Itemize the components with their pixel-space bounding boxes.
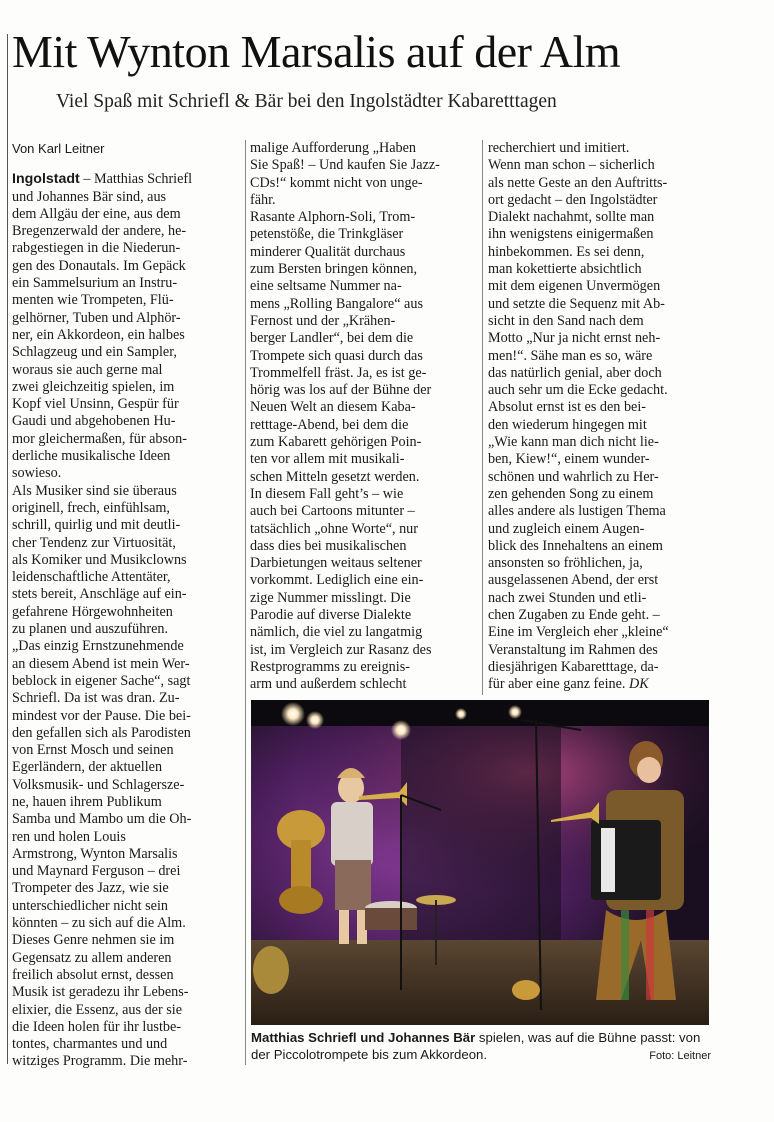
clipped-footer-strip [0, 1110, 774, 1122]
caption-names: Matthias Schriefl und Johannes Bär [251, 1030, 476, 1045]
photo-caption [251, 1029, 711, 1065]
stage-light [455, 708, 467, 720]
column-divider [245, 140, 246, 1065]
clipped-header-strip [0, 0, 774, 8]
stage-light [281, 702, 305, 726]
stage-floor [251, 940, 709, 1025]
stage-light [391, 720, 411, 740]
headline: Mit Wynton Marsalis auf der Alm [12, 26, 621, 77]
concert-photo [251, 700, 709, 1025]
paragraph [12, 171, 239, 482]
article-column-2 [250, 140, 476, 694]
paragraph [488, 399, 711, 693]
paragraph-text: – Matthias Schriefl und Johannes Bär sind, aus dem Allgäu der eine, aus dem Bregenzerwald der andere, he- rabgestiegen in die Niederun- gen des Donautals. Im Gepäck ein Sammelsurium an Instru- menten wie Trompeten, Flü- gelhörner, Tuben und Alphör- ner, ein Akkordeon, ein halbes Schlagzeug und ein Sampler, woraus sie auch gerne mal zwei gleichzeitig spielen, im Kopf viel Unsinn, Gespür für Gaudi und abgehobenen Hu- mor gleichermaßen, für abson- derliche musikalische Ideen sowieso. [12, 171, 193, 482]
article-column-1 [12, 140, 239, 1071]
stage-light [508, 705, 522, 719]
paragraph: malige Aufforderung „Haben Sie Spaß! – Und kaufen Sie Jazz- CDs!“ kommt nicht von unge- fähr. [250, 140, 440, 208]
author-signature: DK [629, 676, 649, 693]
photo-credit: Foto: Leitner [649, 1050, 711, 1062]
column-divider [482, 140, 483, 695]
byline: Von Karl Leitner [12, 141, 105, 156]
article-column-3 [488, 140, 711, 694]
paragraph: Rasante Alphorn-Soli, Trom- petenstöße, die Trinkgläser minderer Qualität durchaus zum Bersten bringen können, eine seltsame Nummer na- mens „Rolling Bangalore“ aus Fernost und der „Krähen- berger Landler“, bei dem die Trompete sich quasi durch das Trommelfell fräst. Ja, es ist ge- hörig was los auf der Bühne der Neuen Welt an diesem Kaba- retttage-Abend, bei dem die zum Kabarett gehörigen Poin- ten vor allem mit musikali- schen Mitteln gesetzt werden. [250, 209, 432, 485]
paragraph-text: Absolut ernst ist es den bei- den wiederum hingegen mit „Wie kann man dich nicht lie- ben, Kiew!“, einem wunder- schönen und wahrlich zu Her- zen gehenden Song zu einem alles andere als lustigen Thema und zugleich einem Augen- blick des Innehaltens an einem ansonsten so fröhlichen, ja, ausgelassenen Abend, der erst nach zwei Stunden und etli- chen Zugaben zu Ende geht. – Eine im Vergleich eher „kleine“ Veranstaltung im Rahmen des diesjährigen Kabaretttage, da- für aber eine ganz feine. [488, 399, 669, 693]
stage-light [306, 711, 324, 729]
paragraph: recherchiert und imitiert. Wenn man schon – sicherlich als nette Geste an den Auftritts- ort gedacht – den Ingolstädter Dialekt nachahmt, sollte man ihn wenigstens einigermaßen hinbekommen. Es sei denn, man kokettierte absichtlich mit dem eigenen Unvermögen und setzte die Sequenz mit Ab- sicht in den Sand nach dem Motto „Nur ja nicht ernst neh- men!“. Sähe man es so, wäre das natürlich genial, aber doch auch sehr um die Ecke gedacht. [488, 140, 668, 399]
subtitle: Viel Spaß mit Schriefl & Bär bei den Ingolstädter Kabaretttagen [56, 91, 557, 112]
paragraph: Als Musiker sind sie überaus originell, frech, einfühlsam, schrill, quirlig und mit deutli- cher Tendenz zur Virtuosität, als Komiker und Musikclowns leidenschaftliche Attentäter, stets bereit, Anschläge auf ein- gefahrene Hörgewohnheiten zu planen und auszuführen. „Das einzig Ernstzunehmende an diesem Abend ist mein Wer- beblock in eigener Sache“, sagt Schriefl. Da ist was dran. Zu- mindest vor der Pause. Die bei- den gefallen sich als Parodisten von Ernst Mosch und seinen Egerländern, der aktuellen Volksmusik- und Schlagersze- ne, hauen ihrem Publikum Samba und Mambo um die Oh- ren und holen Louis Armstrong, Wynton Marsalis und Maynard Ferguson – drei Trompeter des Jazz, wie sie unterschiedlicher nicht sein könnten – zu sich auf die Alm. Dieses Genre nehmen sie im Gegensatz zu allem anderen freilich absolut ernst, dessen Musik ist geradezu ihr Lebens- elixier, die Essenz, aus der sie die Ideen holen für ihr lustbe- tontes, charmantes und und witziges Programm. Die mehr- [12, 482, 192, 1070]
article-border [7, 34, 8, 1064]
paragraph: In diesem Fall geht’s – wie auch bei Cartoons mitunter – tatsächlich „ohne Worte“, nur dass dies bei musikalischen Darbietungen weitaus seltener vorkommt. Lediglich eine ein- zige Nummer misslingt. Die Parodie auf diverse Dialekte nämlich, die viel zu langatmig ist, im Vergleich zur Rasanz des Restprogramms zu ereignis- arm und außerdem schlecht [250, 485, 432, 693]
caption-text: spielen, was auf die Bühne passt: von der Piccolotrompete bis zum Akkordeon. [251, 1030, 701, 1062]
dateline: Ingolstadt [12, 171, 80, 188]
